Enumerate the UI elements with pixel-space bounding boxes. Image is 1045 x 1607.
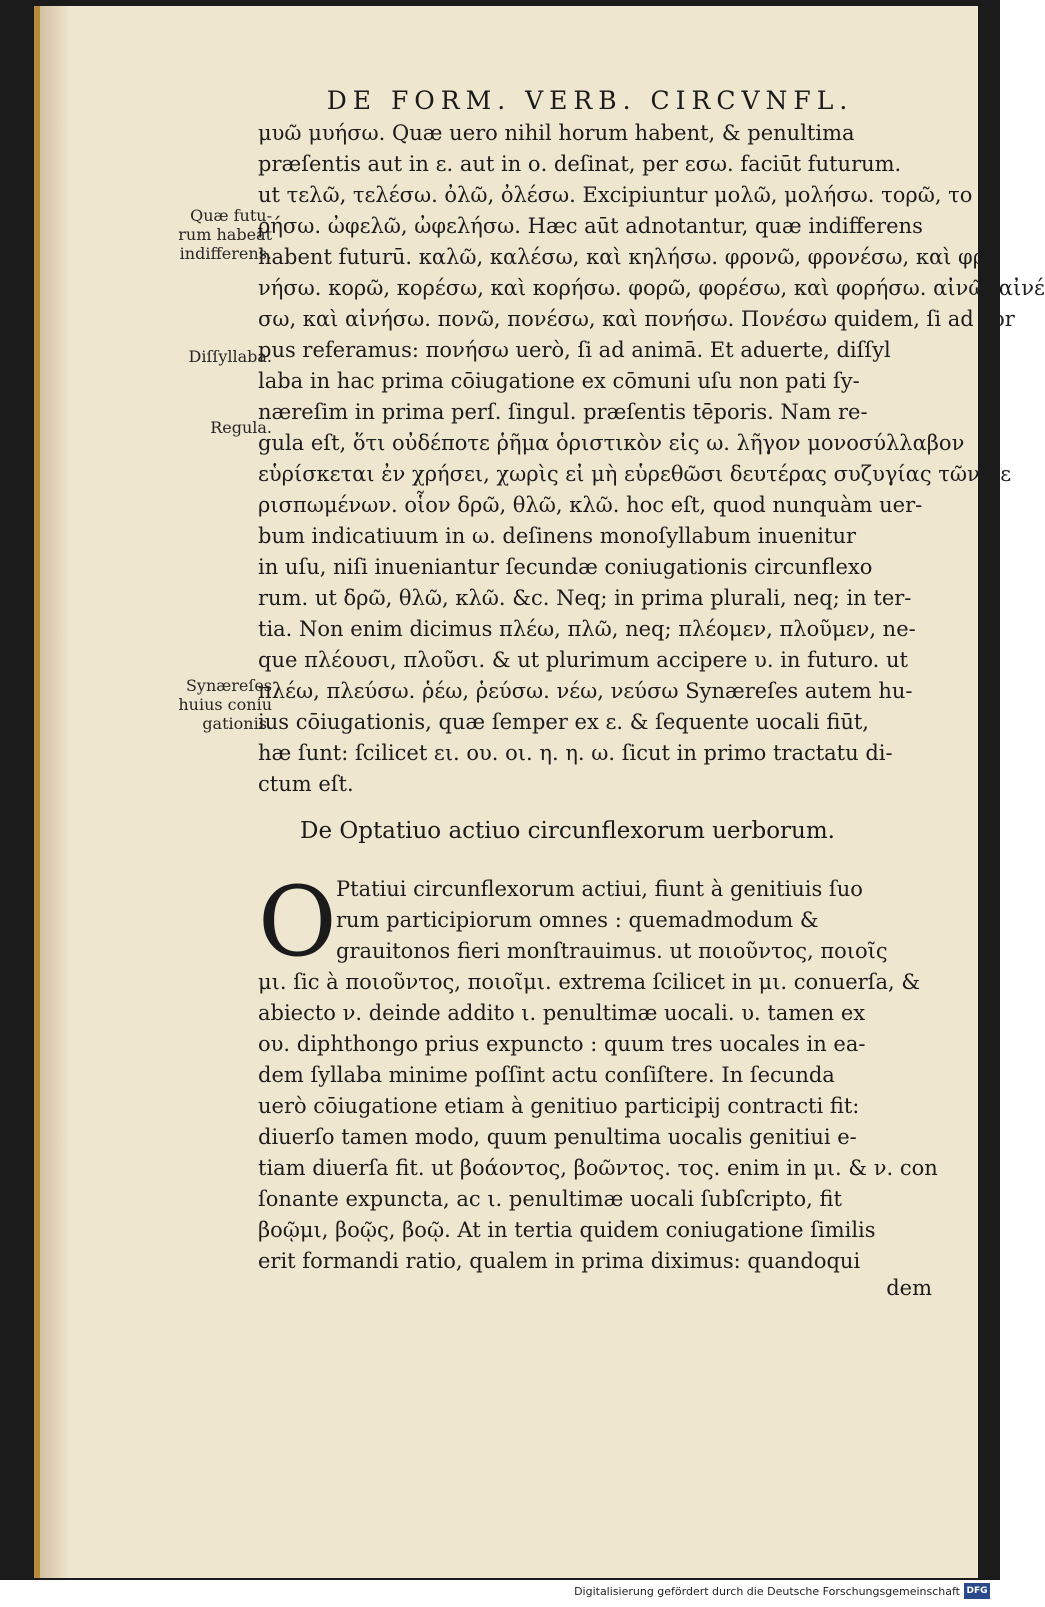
text-line: ρήσω. ὠφελῶ, ὠφελήσω. Hæc aūt adnotantur, quæ indifferens xyxy=(258,214,923,238)
main-text-block xyxy=(258,118,1045,800)
gutter-shadow xyxy=(40,6,70,1578)
text-line: dem ſyllaba minime poſſint actu conſiſtere. In ſecunda xyxy=(258,1063,835,1087)
text-line: habent futurū. καλῶ, καλέσω, καὶ κηλήσω. φρονῶ, φρονέσω, καὶ φρο xyxy=(258,245,998,269)
margin-note-synaereses: Synæreſes huius coniu gationis. xyxy=(178,676,272,733)
text-line: pus referamus: πονήσω uerò, ſi ad animā. Et aduerte, diſſyl xyxy=(258,338,891,362)
text-line: Ptatiui circunflexorum actiui, fiunt à genitiuis ſuo xyxy=(336,877,863,901)
text-line: μι. ſic à ποιοῦντος, ποιοῖμι. extrema ſcilicet in μι. conuerſa, & xyxy=(258,970,921,994)
footer-credit: Digitalisierung gefördert durch die Deutsche Forschungsgemeinschaft xyxy=(574,1585,960,1598)
drop-cap-initial: O xyxy=(258,866,337,978)
text-line: uerò cōiugatione etiam à genitiuo participij contracti fit: xyxy=(258,1094,860,1118)
text-line: bum indicatiuum in ω. deſinens monoſyllabum inuenitur xyxy=(258,524,857,548)
text-line: ρισπωμένων. οἷον δρῶ, θλῶ, κλῶ. hoc eſt, quod nunquàm uer‑ xyxy=(258,493,923,517)
text-line: εὑρίσκεται ἐν χρήσει, χωρὶς εἰ μὴ εὑρεθῶσι δευτέρας συζυγίας τῶν πε xyxy=(258,462,1012,486)
text-line: rum. ut δρῶ, θλῶ, κλῶ. &c. Neq; in prima plurali, neq; in ter‑ xyxy=(258,586,912,610)
text-line: ου. diphthongo prius expuncto : quum tres uocales in ea‑ xyxy=(258,1032,866,1056)
running-head: DE FORM. VERB. CIRCVNFL. xyxy=(326,86,854,115)
margin-note-regula: Regula. xyxy=(210,418,272,437)
text-line: ctum eſt. xyxy=(258,772,354,796)
text-line: in uſu, niſi inueniantur ſecundæ coniugationis circunflexo xyxy=(258,555,873,579)
text-line: ius cōiugationis, quæ ſemper ex ε. & ſequente uocali fiūt, xyxy=(258,710,869,734)
text-line: rum participiorum omnes : quemadmodum & xyxy=(336,908,819,932)
text-line: gula eſt, ὅτι οὐδέποτε ῥῆμα ὁριστικὸν εἰς ω. λῆγον μονοσύλλαβον xyxy=(258,431,965,455)
text-line: πλέω, πλεύσω. ῥέω, ῥεύσω. νέω, νεύσω Synæreſes autem hu‑ xyxy=(258,679,913,703)
text-line: diuerſo tamen modo, quum penultima uocalis genitiui e‑ xyxy=(258,1125,857,1149)
text-line: σω, καὶ αἰνήσω. πονῶ, πονέσω, καὶ πονήσω. Πονέσω quidem, ſi ad cor xyxy=(258,307,1015,331)
text-line: grauitonos fieri monſtrauimus. ut ποιοῦντος, ποιοῖς xyxy=(336,939,888,963)
text-line: ſonante expuncta, ac ι. penultimæ uocali ſubſcripto, fit xyxy=(258,1187,842,1211)
dfg-logo-icon: DFG xyxy=(964,1583,990,1599)
catchword: dem xyxy=(886,1276,932,1300)
text-line: erit formandi ratio, qualem in prima diximus: quandoqui xyxy=(258,1249,861,1273)
section-heading: De Optatiuo actiuo circunflexorum uerborum. xyxy=(300,818,835,844)
margin-note-futurum: Quæ futu‑ rum habeāt indifferens. xyxy=(178,206,272,263)
optatiuo-section xyxy=(258,866,938,1277)
text-line: hæ ſunt: ſcilicet ει. ου. οι. η. η. ω. ſicut in primo tractatu di‑ xyxy=(258,741,893,765)
text-line: præſentis aut in ε. aut in ο. deſinat, per εσω. faciūt futurum. xyxy=(258,152,902,176)
text-line: ut τελῶ, τελέσω. ὀλῶ, ὀλέσω. Excipiuntur μολῶ, μολήσω. τορῶ, το xyxy=(258,183,973,207)
text-line: νήσω. κορῶ, κορέσω, καὶ κορήσω. φορῶ, φορέσω, καὶ φορήσω. αἰνῶ, αἰνέ xyxy=(258,276,1045,300)
text-line: abiecto ν. deinde addito ι. penultimæ uocali. υ. tamen ex xyxy=(258,1001,866,1025)
text-line: næreſim in prima perſ. ſingul. præſentis tēporis. Nam re‑ xyxy=(258,400,868,424)
digitization-footer xyxy=(0,1580,1000,1607)
text-line: laba in hac prima cōiugatione ex cōmuni uſu non pati ſy‑ xyxy=(258,369,860,393)
text-line: tiam diuerſa fit. ut βοάοντος, βοῶντος. τος. enim in μι. & ν. con xyxy=(258,1156,938,1180)
text-line: βοῷμι, βοῷς, βοῷ. At in tertia quidem coniugatione ſimilis xyxy=(258,1218,876,1242)
text-line: que πλέουσι, πλοῦσι. & ut plurimum accipere υ. in futuro. ut xyxy=(258,648,908,672)
text-line: μυῶ μυήσω. Quæ uero nihil horum habent, & penultima xyxy=(258,121,855,145)
text-line: tia. Non enim dicimus πλέω, πλῶ, neq; πλέομεν, πλοῦμεν, ne‑ xyxy=(258,617,916,641)
margin-note-dissyllaba: Diſſyllaba. xyxy=(188,347,272,366)
